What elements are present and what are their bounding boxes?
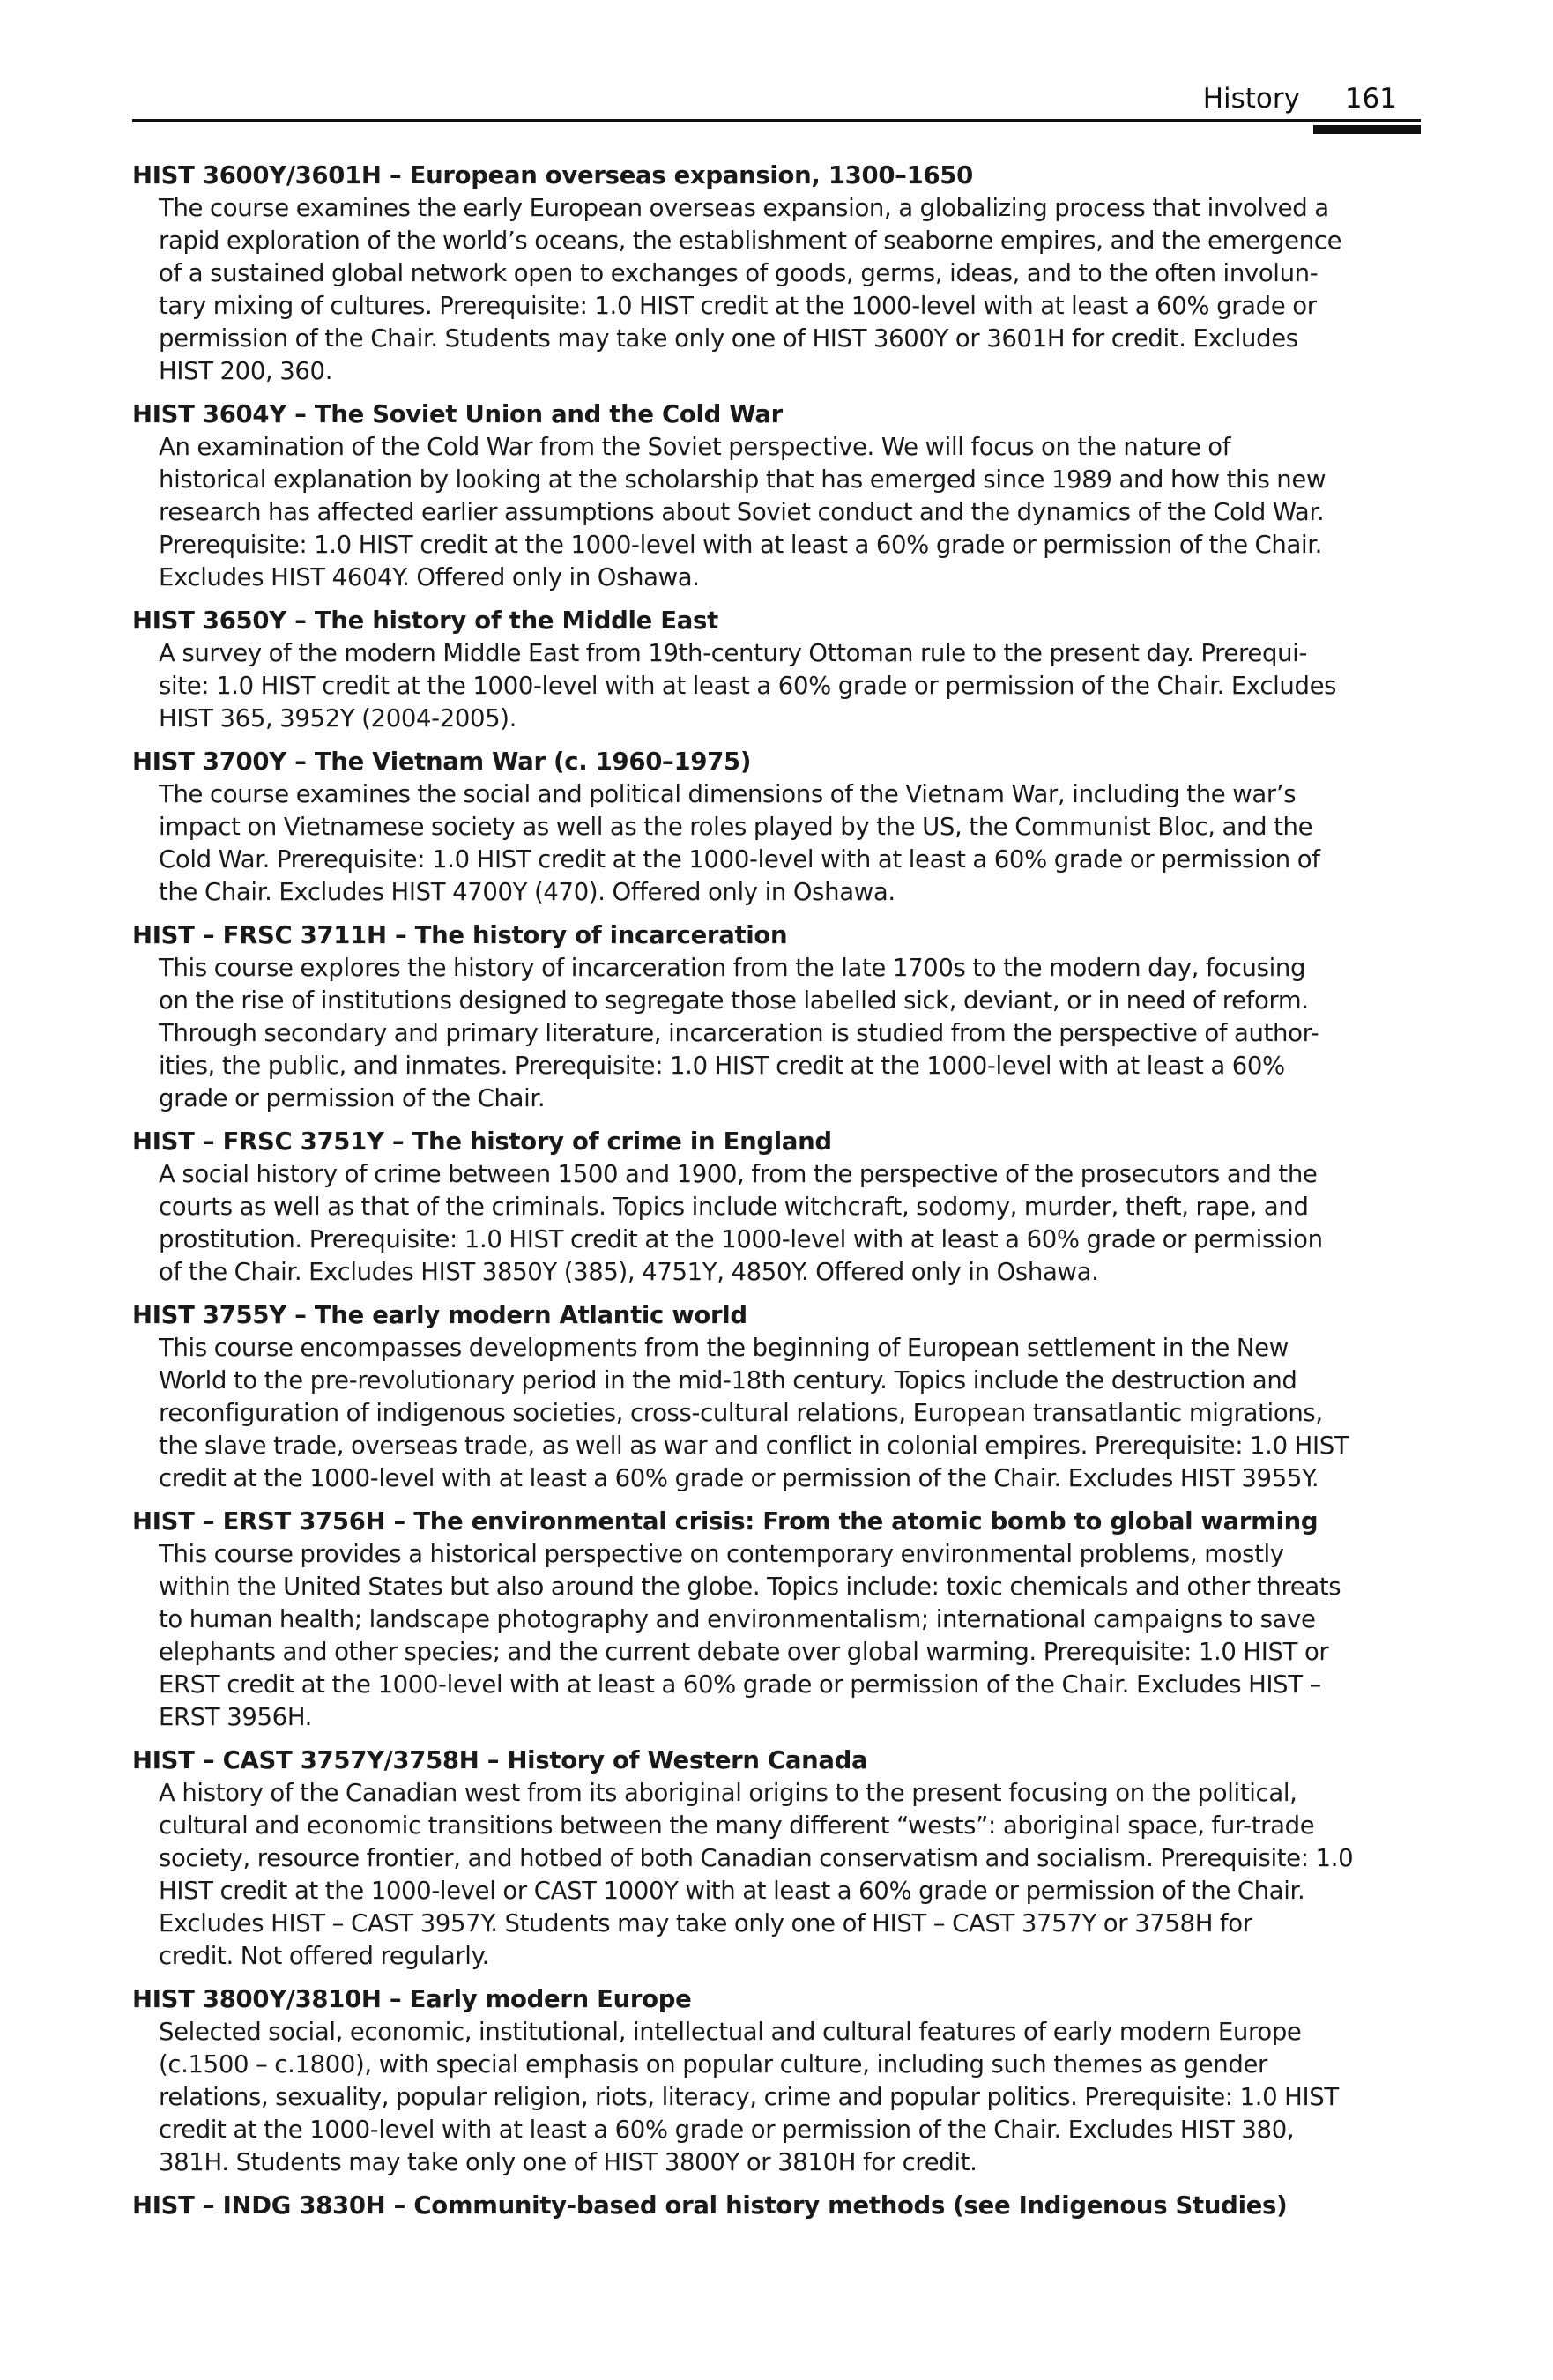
course-listing [132,160,1421,2233]
description-line: permission of the Chair. Students may take only one of HIST 3600Y or 3601H for credit. Excludes [159,324,1298,353]
course-title: HIST 3650Y – The history of the Middle East [132,606,718,635]
course-description [159,778,1421,909]
description-line: (c.1500 – c.1800), with special emphasis on popular culture, including such themes as gender [159,2050,1267,2079]
description-line: elephants and other species; and the current debate over global warming. Prerequisite: 1.0 HIST or [159,1638,1329,1666]
description-line: ERST 3956H. [159,1703,313,1731]
running-header [132,78,1421,127]
description-line: Through secondary and primary literature, incarceration is studied from the perspective of author- [159,1019,1319,1047]
description-line: research has affected earlier assumptions about Soviet conduct and the dynamics of the Cold War. [159,498,1325,526]
course-title: HIST – INDG 3830H – Community-based oral history methods (see Indigenous Studies) [132,2191,1288,2220]
description-line: impact on Vietnamese society as well as the roles played by the US, the Communist Bloc, and the [159,813,1313,841]
description-line: site: 1.0 HIST credit at the 1000-level with at least a 60% grade or permission of the Chair. Excludes [159,672,1337,700]
description-line: HIST 365, 3952Y (2004-2005). [159,704,517,733]
description-line: credit at the 1000-level with at least a 60% grade or permission of the Chair. Excludes HIST 380, [159,2116,1295,2144]
description-line: World to the pre-revolutionary period in the mid-18th century. Topics include the destruction and [159,1366,1297,1395]
description-line: the Chair. Excludes HIST 4700Y (470). Offered only in Oshawa. [159,878,895,906]
course-entry [132,1299,1421,1495]
course-entry [132,1744,1421,1973]
course-title: HIST – FRSC 3751Y – The history of crime in England [132,1127,832,1156]
course-entry [132,1126,1421,1289]
description-line: The course examines the early European overseas expansion, a globalizing process that involved a [159,194,1329,222]
course-entry [132,1506,1421,1734]
description-line: ities, the public, and inmates. Prerequisite: 1.0 HIST credit at the 1000-level with at least a 60% [159,1052,1285,1080]
description-line: reconfiguration of indigenous societies, cross-cultural relations, European transatlantic migrations, [159,1399,1323,1427]
description-line: This course encompasses developments from the beginning of European settlement in the New [159,1334,1289,1362]
description-line: rapid exploration of the world’s oceans, the establishment of seaborne empires, and the emergence [159,227,1342,255]
description-line: historical explanation by looking at the scholarship that has emerged since 1989 and how this new [159,465,1326,494]
description-line: HIST credit at the 1000-level or CAST 1000Y with at least a 60% grade or permission of the Chair. [159,1877,1305,1905]
course-title: HIST 3755Y – The early modern Atlantic world [132,1301,747,1329]
description-line: ERST credit at the 1000-level with at least a 60% grade or permission of the Chair. Excludes HIST – [159,1670,1322,1699]
description-line: Excludes HIST – CAST 3957Y. Students may take only one of HIST – CAST 3757Y or 3758H for [159,1909,1252,1937]
course-description [159,431,1421,594]
description-line: A social history of crime between 1500 and 1900, from the perspective of the prosecutors and the [159,1160,1318,1188]
description-line: An examination of the Cold War from the Soviet perspective. We will focus on the nature of [159,433,1231,461]
course-entry [132,746,1421,909]
description-line: cultural and economic transitions between the many different “wests”: aboriginal space, fur-trade [159,1811,1315,1840]
course-description [159,952,1421,1115]
description-line: Excludes HIST 4604Y. Offered only in Oshawa. [159,563,700,591]
description-line: This course explores the history of incarceration from the late 1700s to the modern day, focusing [159,954,1306,982]
course-entry [132,919,1421,1115]
description-line: courts as well as that of the criminals. Topics include witchcraft, sodomy, murder, theft, rape, and [159,1193,1309,1221]
course-title: HIST 3600Y/3601H – European overseas expansion, 1300–1650 [132,161,973,190]
course-description [159,637,1421,735]
course-title: HIST – CAST 3757Y/3758H – History of Western Canada [132,1746,868,1774]
description-line: A history of the Canadian west from its aboriginal origins to the present focusing on the political, [159,1779,1297,1807]
description-line: Selected social, economic, institutional, intellectual and cultural features of early modern Europe [159,2018,1302,2046]
course-description [159,2016,1421,2179]
description-line: of the Chair. Excludes HIST 3850Y (385), 4751Y, 4850Y. Offered only in Oshawa. [159,1258,1099,1286]
course-title: HIST – ERST 3756H – The environmental crisis: From the atomic bomb to global warming [132,1507,1319,1536]
course-title: HIST 3604Y – The Soviet Union and the Cold War [132,400,783,428]
section-name: History [1202,83,1300,115]
course-entry [132,605,1421,735]
description-line: grade or permission of the Chair. [159,1084,546,1112]
header-page-tab [1313,125,1421,134]
description-line: the slave trade, overseas trade, as well as war and conflict in colonial empires. Prerequisite: 1.0 HIST [159,1432,1349,1460]
header-text [1177,83,1410,115]
description-line: A survey of the modern Middle East from 19th-century Ottoman rule to the present day. Prerequi- [159,639,1308,667]
description-line: to human health; landscape photography and environmentalism; international campaigns to save [159,1605,1316,1633]
description-line: of a sustained global network open to exchanges of goods, germs, ideas, and to the often involun- [159,259,1319,287]
description-line: Cold War. Prerequisite: 1.0 HIST credit at the 1000-level with at least a 60% grade or permission of [159,845,1320,874]
page-number: 161 [1344,83,1397,115]
description-line: prostitution. Prerequisite: 1.0 HIST credit at the 1000-level with at least a 60% grade or permission [159,1225,1323,1253]
course-title: HIST – FRSC 3711H – The history of incarceration [132,921,788,949]
description-line: on the rise of institutions designed to segregate those labelled sick, deviant, or in need of reform. [159,986,1309,1015]
course-description [159,1538,1421,1734]
course-title: HIST 3700Y – The Vietnam War (c. 1960–1975) [132,747,752,776]
description-line: tary mixing of cultures. Prerequisite: 1.0 HIST credit at the 1000-level with at least a 60% grade or [159,292,1317,320]
course-description [159,1332,1421,1495]
course-title: HIST 3800Y/3810H – Early modern Europe [132,1985,692,2013]
course-description [159,1158,1421,1289]
description-line: credit. Not offered regularly. [159,1942,489,1970]
description-line: This course provides a historical perspective on contemporary environmental problems, mostly [159,1540,1284,1568]
description-line: within the United States but also around the globe. Topics include: toxic chemicals and other threats [159,1573,1341,1601]
header-rule [132,119,1421,122]
description-line: Prerequisite: 1.0 HIST credit at the 1000-level with at least a 60% grade or permission of the Chair. [159,531,1323,559]
description-line: credit at the 1000-level with at least a 60% grade or permission of the Chair. Excludes HIST 3955Y. [159,1464,1319,1492]
description-line: relations, sexuality, popular religion, riots, literacy, crime and popular politics. Prerequisite: 1.0 HIST [159,2083,1339,2111]
course-description [159,1777,1421,1973]
course-description [159,192,1421,388]
description-line: HIST 200, 360. [159,357,333,385]
course-entry [132,2190,1421,2222]
course-entry [132,398,1421,594]
course-entry [132,160,1421,388]
description-line: The course examines the social and political dimensions of the Vietnam War, including the war’s [159,780,1297,808]
course-entry [132,1983,1421,2179]
description-line: society, resource frontier, and hotbed of both Canadian conservatism and socialism. Prerequisite: 1.0 [159,1844,1354,1872]
description-line: 381H. Students may take only one of HIST 3800Y or 3810H for credit. [159,2148,977,2176]
